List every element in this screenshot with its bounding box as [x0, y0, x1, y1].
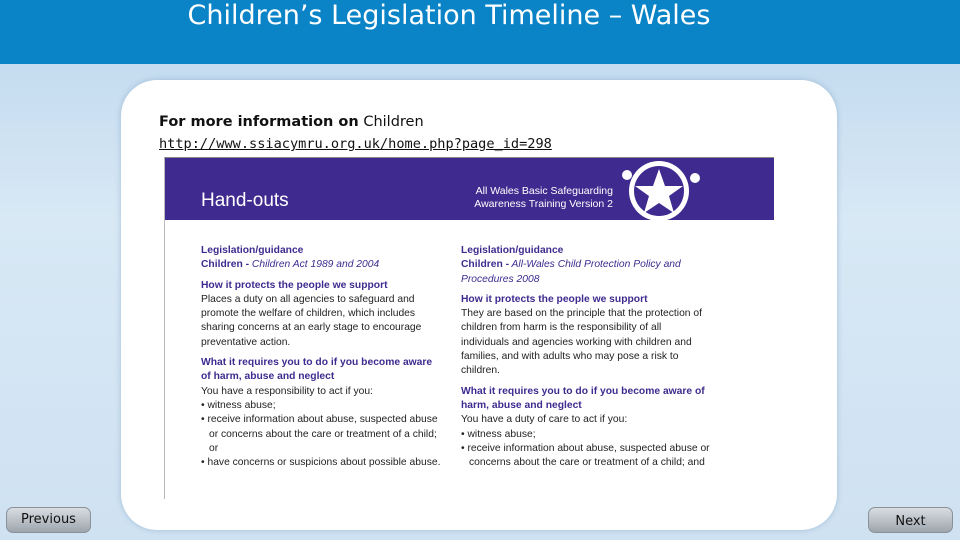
safeguarding-star-logo-icon	[611, 160, 707, 222]
handout-left-column	[201, 244, 441, 470]
list-item: • witness abuse;	[461, 428, 536, 440]
right-requires-heading: What it requires you to do if you become aware of harm, abuse and neglect	[461, 385, 705, 411]
right-protect-text: They are based on the principle that the protection of children from harm is the responsibility of all individuals and agencies working with children and families, and with adults who may pose a risk to children.	[461, 308, 702, 377]
list-item: • witness abuse;	[201, 399, 276, 411]
list-item: • have concerns or suspicions about possible abuse.	[201, 457, 441, 469]
title-bar	[0, 0, 960, 64]
next-button[interactable]: Next	[868, 507, 953, 533]
left-sub-label: Children -	[201, 259, 250, 271]
brand-line-1: All Wales Basic Safeguarding	[475, 185, 613, 197]
info-bold: For more information on	[159, 114, 359, 130]
list-item: • receive information about abuse, suspected abuse or concerns about the care or treatment of a child; and	[461, 442, 710, 469]
left-heading: Legislation/guidance	[201, 245, 304, 256]
handout-brand	[445, 185, 613, 211]
handout-banner	[165, 158, 774, 220]
left-protect-heading: How it protects the people we support	[201, 279, 388, 291]
brand-line-2: Awareness Training Version 2	[474, 198, 613, 210]
right-sub-text: All-Wales Child Protection Policy and Procedures 2008	[461, 259, 681, 285]
right-protect-heading: How it protects the people we support	[461, 293, 648, 305]
info-text	[159, 112, 719, 133]
right-requires-text: You have a duty of care to act if you:	[461, 414, 628, 426]
handout-title: Hand-outs	[201, 190, 289, 211]
previous-button[interactable]: Previous	[6, 507, 91, 533]
handout-right-column	[461, 244, 711, 470]
left-protect-text: Places a duty on all agencies to safeguard and promote the welfare of children, which includes sharing concerns at an early stage to encourage preventative action.	[201, 293, 422, 348]
left-requires-text: You have a responsibility to act if you:	[201, 385, 373, 397]
handout-image	[164, 157, 774, 499]
more-info-link[interactable]: http://www.ssiacymru.org.uk/home.php?page_id=298	[159, 136, 552, 152]
left-requires-heading: What it requires you to do if you become aware of harm, abuse and neglect	[201, 357, 433, 383]
list-item: • receive information about abuse, suspected abuse or concerns about the care or treatment of a child; or	[201, 414, 438, 454]
right-sub-label: Children -	[461, 259, 510, 271]
info-rest: Children	[358, 114, 424, 130]
left-sub-text: Children Act 1989 and 2004	[249, 259, 380, 271]
page-title: Children’s Legislation Timeline – Wales	[187, 0, 711, 31]
right-heading: Legislation/guidance	[461, 245, 564, 256]
